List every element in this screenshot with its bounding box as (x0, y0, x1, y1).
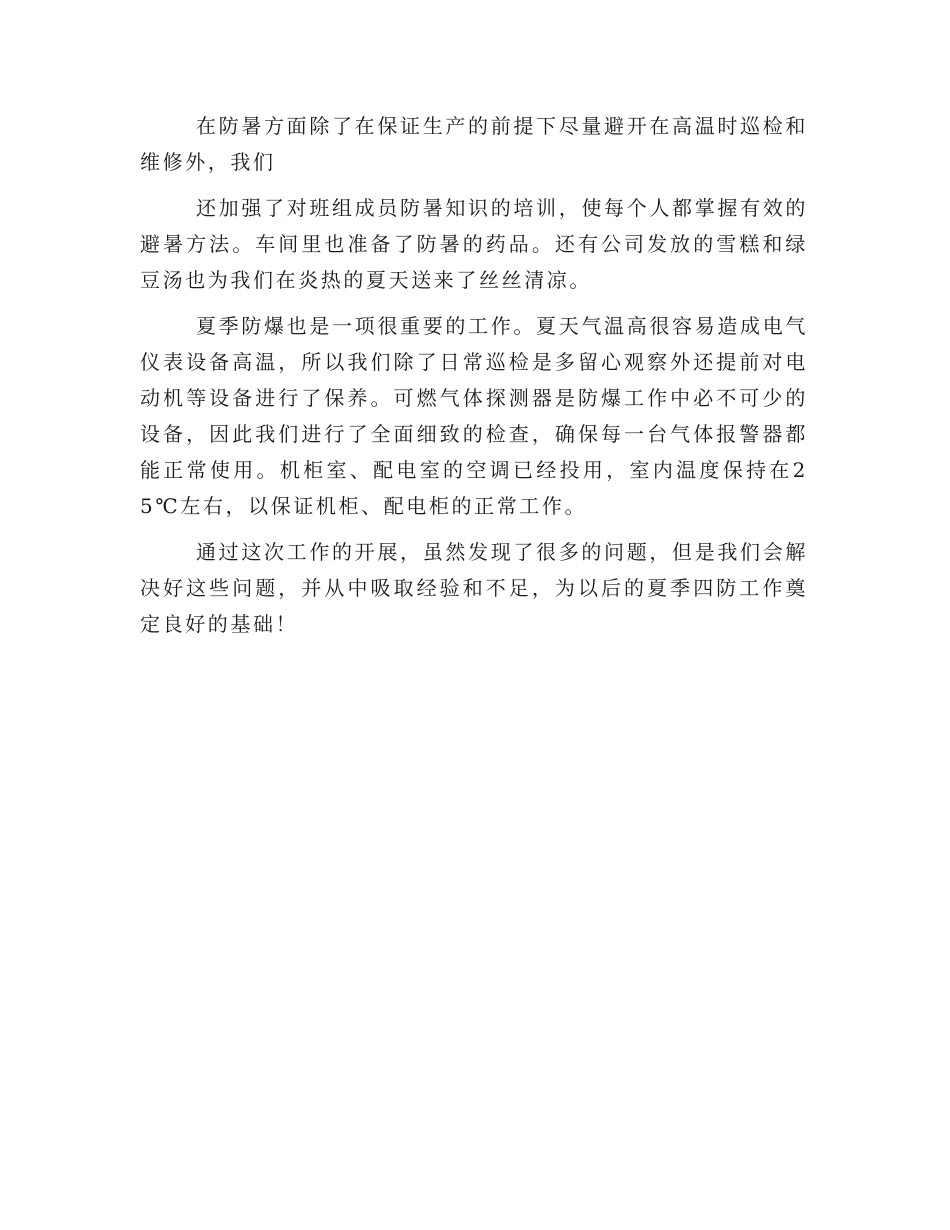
paragraph-heat-prevention-intro: 在防暑方面除了在保证生产的前提下尽量避开在高温时巡检和维修外，我们 (140, 114, 808, 174)
paragraph-conclusion: 通过这次工作的开展，虽然发现了很多的问题，但是我们会解决好这些问题，并从中吸取经验和不足，为以后的夏季四防工作奠定良好的基础！ (140, 540, 808, 636)
paragraph-explosion-prevention: 夏季防爆也是一项很重要的工作。夏天气温高很容易造成电气仪表设备高温，所以我们除了日常巡检是多留心观察外还提前对电动机等设备进行了保养。可燃气体探测器是防爆工作中必不可少的设备，因此我们进行了全面细致的检查，确保每一台气体报警器都能正常使用。机柜室、配电室的空调已经投用，室内温度保持在25℃左右，以保证机柜、配电柜的正常工作。 (140, 314, 808, 518)
document-body (140, 108, 808, 652)
paragraph-heat-prevention-training: 还加强了对班组成员防暑知识的培训，使每个人都掌握有效的避暑方法。车间里也准备了防暑的药品。还有公司发放的雪糕和绿豆汤也为我们在炎热的夏天送来了丝丝清凉。 (140, 196, 808, 292)
